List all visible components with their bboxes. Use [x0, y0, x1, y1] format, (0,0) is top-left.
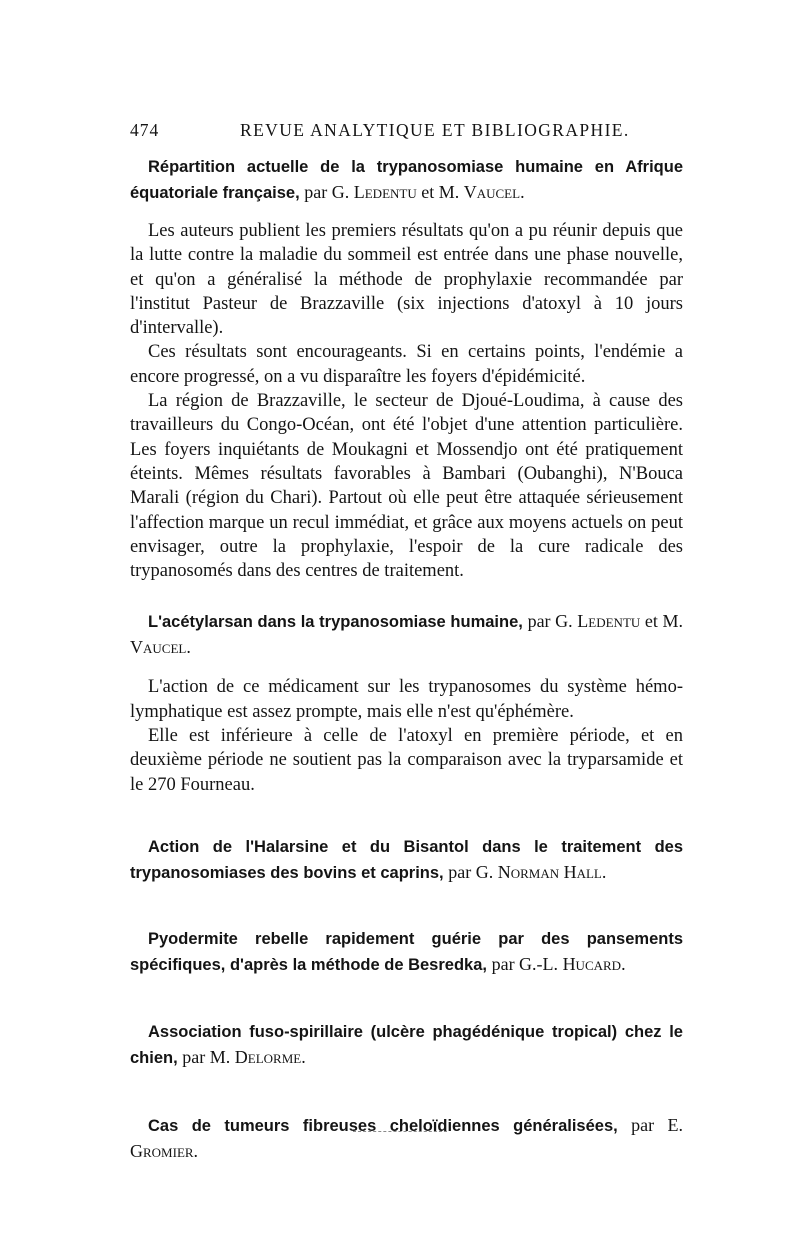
byline-prefix: par G. [527, 611, 573, 632]
abstract-paragraph: La région de Brazzaville, le secteur de Djoué-Loudima, à cause des travailleurs du Congo-Océan, ont été l'objet d'une attention particulière. Les foyers inquiétants de Moukagni et Mossendjo ont été pratiquement éteints. Mêmes résultats favorables à Bambari (Oubanghi), N'Bouca Marali (région du Chari). Partout où elle peut être attaquée sérieusement l'affection marque un recul immédiat, et grâce aux moyens actuels on peut envisager, outre la prophylaxie, l'espoir de la cure radicale des trypanosomés dans des centres de traitement. [130, 391, 683, 582]
entry-title [130, 155, 683, 206]
entry-abstract [130, 675, 683, 796]
entry-repartition-trypanosomiase [130, 155, 683, 583]
entry-abstract [130, 219, 683, 583]
byline-prefix: par E. [631, 1114, 683, 1135]
author-name: Delorme. [234, 1046, 306, 1067]
entry-title-text: Pyodermite rebelle rapidement guérie par des pansements spécifiques, d'après la méthode de Besredka, [130, 929, 683, 974]
entry-tumeurs-cheloidiennes [130, 1113, 683, 1165]
entry-fuso-spirillaire [130, 1020, 683, 1071]
author-name: Gromier. [130, 1140, 199, 1161]
abstract-paragraph: Elle est inférieure à celle de l'atoxyl en première période, et en deuxième période ne soutient pas la comparaison avec la tryparsamide et le 270 Fourneau. [130, 726, 683, 795]
entry-title-text: L'acétylarsan dans la trypanosomiase humaine, [148, 613, 523, 632]
author-name: Vaucel. [130, 637, 191, 658]
end-divider [353, 1131, 447, 1132]
entry-title [130, 835, 683, 886]
page-number: 474 [130, 120, 160, 140]
abstract-paragraph: L'action de ce médicament sur les trypanosomes du système hémo-lymphatique est assez prompte, mais elle n'est qu'éphémère. [130, 677, 683, 722]
entry-byline [182, 1047, 305, 1067]
entry-acetylarsan [130, 609, 683, 796]
author-name: Hucard. [562, 953, 626, 974]
entry-title-text: Association fuso-spirillaire (ulcère phagédénique tropical) chez le chien, [130, 1022, 683, 1067]
author-name: Ledentu [577, 611, 641, 632]
entry-byline [448, 862, 606, 882]
entry-title [130, 1020, 683, 1071]
byline-prefix: par G.-L. [491, 953, 559, 974]
abstract-paragraph: Ces résultats sont encourageants. Si en certains points, l'endémie a encore progressé, on a vu disparaître les foyers d'épidémicité. [130, 342, 683, 387]
entry-byline [304, 182, 524, 202]
author-name: Norman Hall. [497, 861, 607, 882]
entry-title [130, 1113, 683, 1165]
entry-title-text: Répartition actuelle de la trypanosomiase humaine en Afrique équatoriale française, [130, 158, 683, 202]
abstract-paragraph: Les auteurs publient les premiers résultats qu'on a pu réunir depuis que la lutte contre la maladie du sommeil est entrée dans une phase nouvelle, et qu'on a généralisé la méthode de prophylaxie recommandée par l'institut Pasteur de Brazzaville (six injections d'atoxyl à 10 jours d'intervalle). [130, 221, 683, 339]
page-content [130, 155, 683, 1165]
entry-halarsine-bisantol [130, 835, 683, 886]
byline-prefix: par G. [448, 861, 494, 882]
running-title: REVUE ANALYTIQUE ET BIBLIOGRAPHIE. [240, 120, 630, 140]
author-name: Ledentu [353, 182, 417, 202]
entry-title [130, 927, 683, 978]
entry-title-text: Action de l'Halarsine et du Bisantol dans le traitement des trypanosomiases des bovins et caprins, [130, 837, 683, 882]
entry-title [130, 609, 683, 661]
entry-title-text: Cas de tumeurs fibreuses cheloïdiennes généralisées, [148, 1116, 618, 1135]
author-name: Vaucel. [463, 182, 525, 202]
entry-byline [492, 954, 626, 974]
byline-conjunction: et M. [421, 182, 460, 202]
byline-prefix: par M. [182, 1046, 231, 1067]
byline-prefix: par G. [304, 182, 350, 202]
entry-pyodermite [130, 927, 683, 978]
byline-conjunction: et M. [644, 611, 684, 632]
